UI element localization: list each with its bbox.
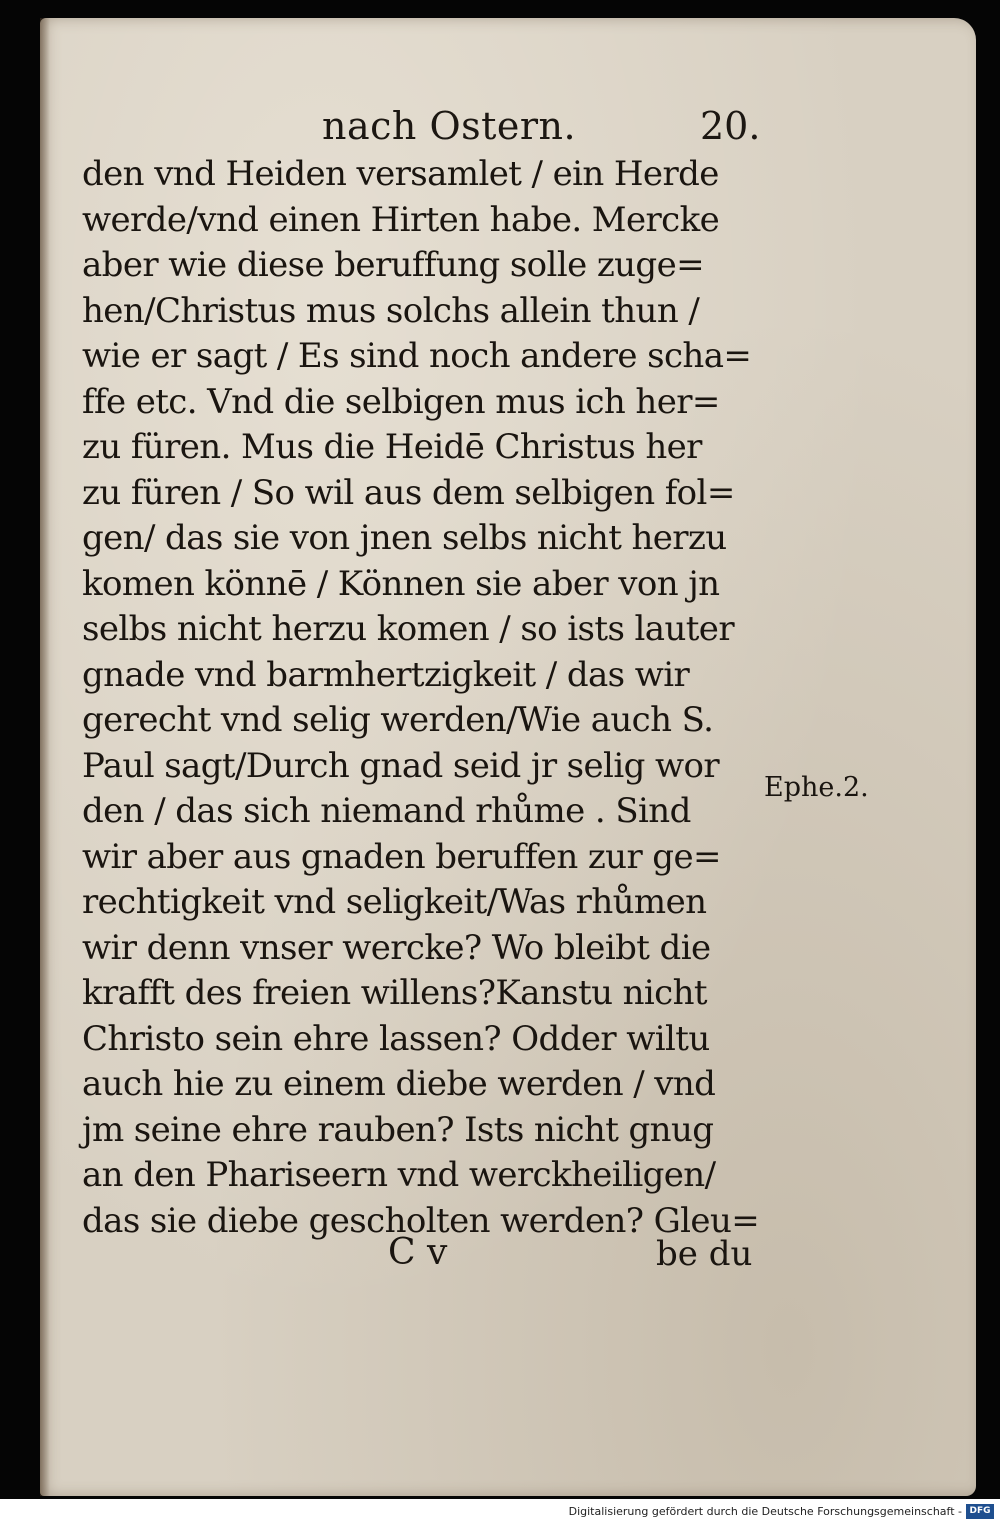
text-line: Paul sagt/Durch gnad seid jr selig wor <box>82 745 719 786</box>
text-line: auch hie zu einem diebe werden / vnd <box>82 1064 716 1104</box>
footer-bar <box>0 1499 1000 1523</box>
text-line: ffe etc. Vnd die selbigen mus ich her= <box>82 381 720 422</box>
page-gutter-shadow <box>40 18 50 1496</box>
text-line: gen/ das sie von jnen selbs nicht herzu <box>82 518 727 558</box>
text-line: an den Phariseern vnd werckheiligen/ <box>82 1155 716 1195</box>
signature-mark: C v <box>388 1232 448 1273</box>
text-line: rechtigkeit vnd seligkeit/Was rhůmen <box>82 882 707 922</box>
text-line: wie er sagt / Es sind noch andere scha= <box>82 336 752 376</box>
marginal-note: Ephe.2. <box>764 772 869 803</box>
text-line: wir aber aus gnaden beruffen zur ge= <box>82 836 721 877</box>
text-line: zu füren / So wil aus dem selbigen fol= <box>82 472 735 513</box>
running-head: nach Ostern. <box>322 104 577 148</box>
text-line: komen könnē / Können sie aber von jn <box>82 563 720 604</box>
funding-credit: Digitalisierung gefördert durch die Deutsche Forschungsgemeinschaft - <box>568 1505 962 1518</box>
text-line: selbs nicht herzu komen / so ists lauter <box>82 609 734 649</box>
text-line: wir denn vnser wercke? Wo bleibt die <box>82 927 711 968</box>
text-line: zu füren. Mus die Heidē Christus her <box>82 427 702 467</box>
body-text <box>82 152 772 1244</box>
catchword: be du <box>656 1234 753 1274</box>
text-line: hen/Christus mus solchs allein thun / <box>82 290 700 331</box>
text-line: den vnd Heiden versamlet / ein Herde <box>82 154 719 194</box>
text-line: gnade vnd barmhertzigkeit / das wir <box>82 654 690 695</box>
page-number: 20. <box>700 104 761 148</box>
text-line: krafft des freien willens?Kanstu nicht <box>82 973 707 1013</box>
text-line: das sie diebe gescholten werden? Gleu= <box>82 1200 760 1241</box>
text-line: gerecht vnd selig werden/Wie auch S. <box>82 700 714 740</box>
dfg-logo-icon: DFG <box>966 1504 994 1519</box>
text-line: aber wie diese beruffung solle zuge= <box>82 245 705 285</box>
text-line: den / das sich niemand rhůme . Sind <box>82 791 691 831</box>
text-line: werde/vnd einen Hirten habe. Mercke <box>82 199 720 240</box>
text-line: jm seine ehre rauben? Ists nicht gnug <box>82 1109 714 1150</box>
text-line: Christo sein ehre lassen? Odder wiltu <box>82 1018 710 1059</box>
